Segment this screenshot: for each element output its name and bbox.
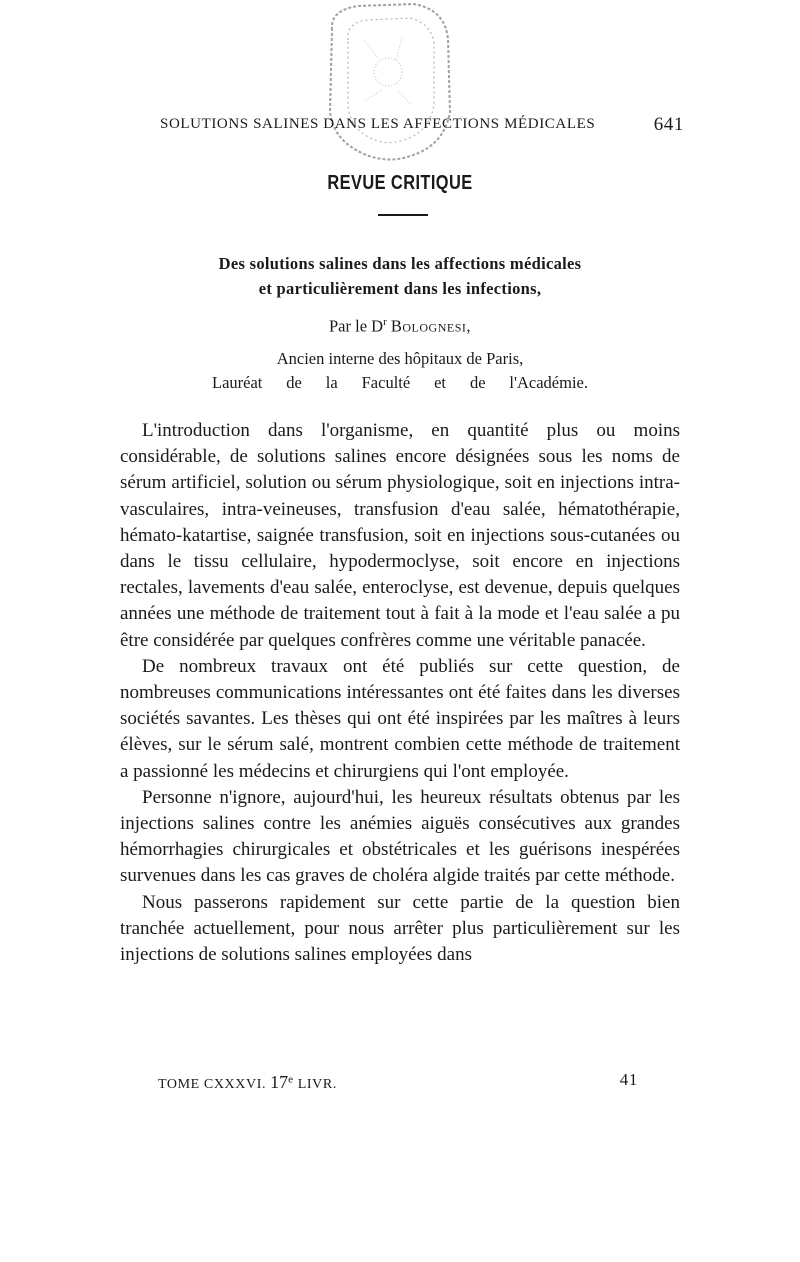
section-title: REVUE CRITIQUE <box>327 172 473 194</box>
affiliation-line-1: Ancien interne des hôpitaux de Paris, <box>276 349 524 368</box>
author-name: Bolognesi, <box>390 316 471 336</box>
library-stamp-seal <box>318 0 458 170</box>
page-number: 641 <box>653 114 684 135</box>
author-affiliation <box>200 347 600 395</box>
footer-signature-mark: 41 <box>619 1070 638 1089</box>
article-title <box>100 251 700 301</box>
paragraph-1: L'introduction dans l'organisme, en quantité plus ou moins considérable, de solutions salines encore désignées sous les noms de sérum artificiel, solution ou sérum physiologique, soit en injections intra-vasculaires, intra-veineuses, transfusion d'eau salée, hématothérapie, hémato-katartise, saignée transfusion, soit en injections sous-cutanées ou dans le tissu cellulaire, hypodermoclyse, soit encore en injections rectales, lavements d'eau salée, enteroclyse, est devenue, depuis quelques années une méthode de traitement tout à fait à la mode et l'eau salée a pu être considérée par quelques confrères comme une véritable panacée. <box>120 420 680 651</box>
byline-title-sup: r <box>383 316 387 328</box>
footer-volume-info <box>158 1072 337 1093</box>
page-footer <box>158 1072 638 1094</box>
footer-livraison-number: 17 <box>270 1072 289 1092</box>
paragraph-3: Personne n'ignore, aujourd'hui, les heureux résultats obtenus par les injections salines contre les anémies aiguës consécutives aux grandes hémorrhagies chirurgicales et obstétricales et les guérisons inespérées survenues dans les cas graves de choléra algide traités par cette méthode. <box>120 786 680 887</box>
footer-livraison-sup: e <box>288 1073 294 1086</box>
title-rule <box>378 214 428 216</box>
paragraph-4: Nous passerons rapidement sur cette partie de la question bien tranchée actuellement, pour nous arrêter plus particulièrement sur les injections de solutions salines employées dans <box>120 891 680 966</box>
article-title-line-2: et particulièrement dans les infections, <box>258 279 542 298</box>
running-head-title: SOLUTIONS SALINES DANS LES AFFECTIONS MÉDICALES <box>160 116 596 132</box>
affiliation-line-2: Lauréat de la Faculté et de l'Académie. <box>212 373 588 392</box>
paragraph-2: De nombreux travaux ont été publiés sur cette question, de nombreuses communications intéressantes ont été faites dans les diverses sociétés savantes. Les thèses qui ont été inspirées par les maîtres à leurs élèves, sur le sérum salé, montrent combien cette méthode de traitement a passionné les médecins et chirurgiens qui l'ont employée. <box>120 655 680 782</box>
footer-tome: TOME CXXXVI. <box>158 1077 267 1092</box>
byline <box>0 316 800 337</box>
footer-livraison-word: LIVR. <box>297 1077 337 1092</box>
article-body <box>120 418 680 968</box>
article-title-line-1: Des solutions salines dans les affections médicales <box>218 254 582 273</box>
byline-prefix: Par le D <box>329 316 384 336</box>
running-head <box>160 116 684 138</box>
